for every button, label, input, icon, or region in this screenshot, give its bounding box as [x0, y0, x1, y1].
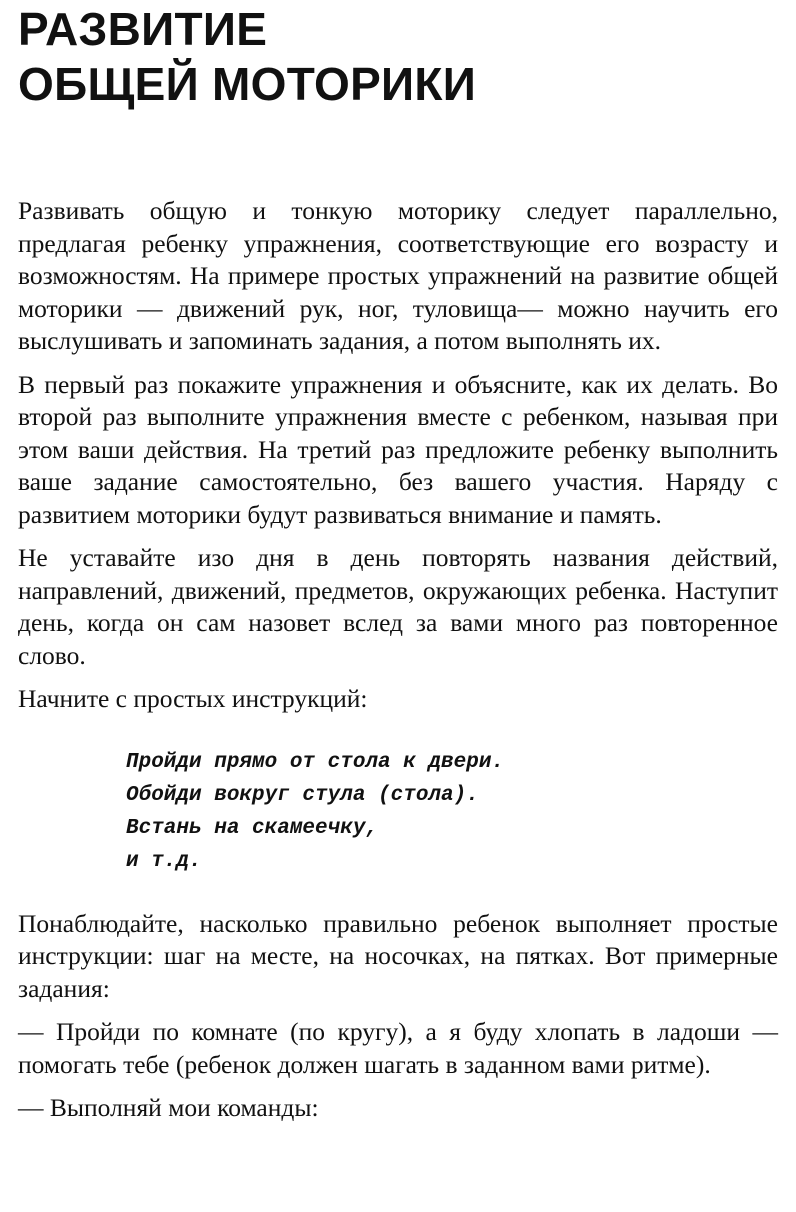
paragraph-intro: Развивать общую и тонкую моторику следует параллельно, предлагая ребенку упражнения, соответствующие его возрасту и возможностям. На примере простых упражнений на развитие общей моторики — движений рук, ног, туловища— можно научить его выслушивать и запоминать задания, а потом выполнять их. [18, 196, 778, 355]
instruction-item: Пройди прямо от стола к двери. [126, 750, 505, 774]
paragraph-observe: Понаблюдайте, насколько правильно ребенок выполняет простые инструкции: шаг на месте, на носочках, на пятках. Вот примерные задания: [18, 908, 778, 1003]
chapter-title-line-2: ОБЩЕЙ МОТОРИКИ [18, 58, 477, 110]
chapter-title-line-1: РАЗВИТИЕ [18, 3, 268, 55]
instruction-list [126, 746, 778, 878]
instruction-item: и т.д. [126, 849, 202, 873]
instruction-item: Обойди вокруг стула (стола). [126, 783, 479, 807]
chapter-title [18, 0, 778, 112]
paragraph-steps: В первый раз покажите упражнения и объясните, как их делать. Во второй раз выполните упражнения вместе с ребенком, называя при этом ваши действия. На третий раз предложите ребенку выполнить ваше задание самостоятельно, без вашего участия. Наряду с развитием моторики будут развиваться внимание и память. [18, 369, 778, 529]
paragraph-task-commands: — Выполняй мои команды: [18, 1093, 319, 1122]
instruction-item: Встань на скамеечку, [126, 816, 379, 840]
paragraph-start-instructions: Начните с простых инструкций: [18, 684, 368, 713]
paragraph-repetition: Не уставайте изо дня в день повторять названия действий, направлений, движений, предметов, окружающих ребенка. Наступит день, когда он сам назовет вслед за вами много раз повторенное слово. [18, 543, 778, 670]
paragraph-task-walk: — Пройди по комнате (по кругу), а я буду хлопать в ладоши — помогать тебе (ребенок должен шагать в заданном вами ритме). [18, 1017, 778, 1079]
